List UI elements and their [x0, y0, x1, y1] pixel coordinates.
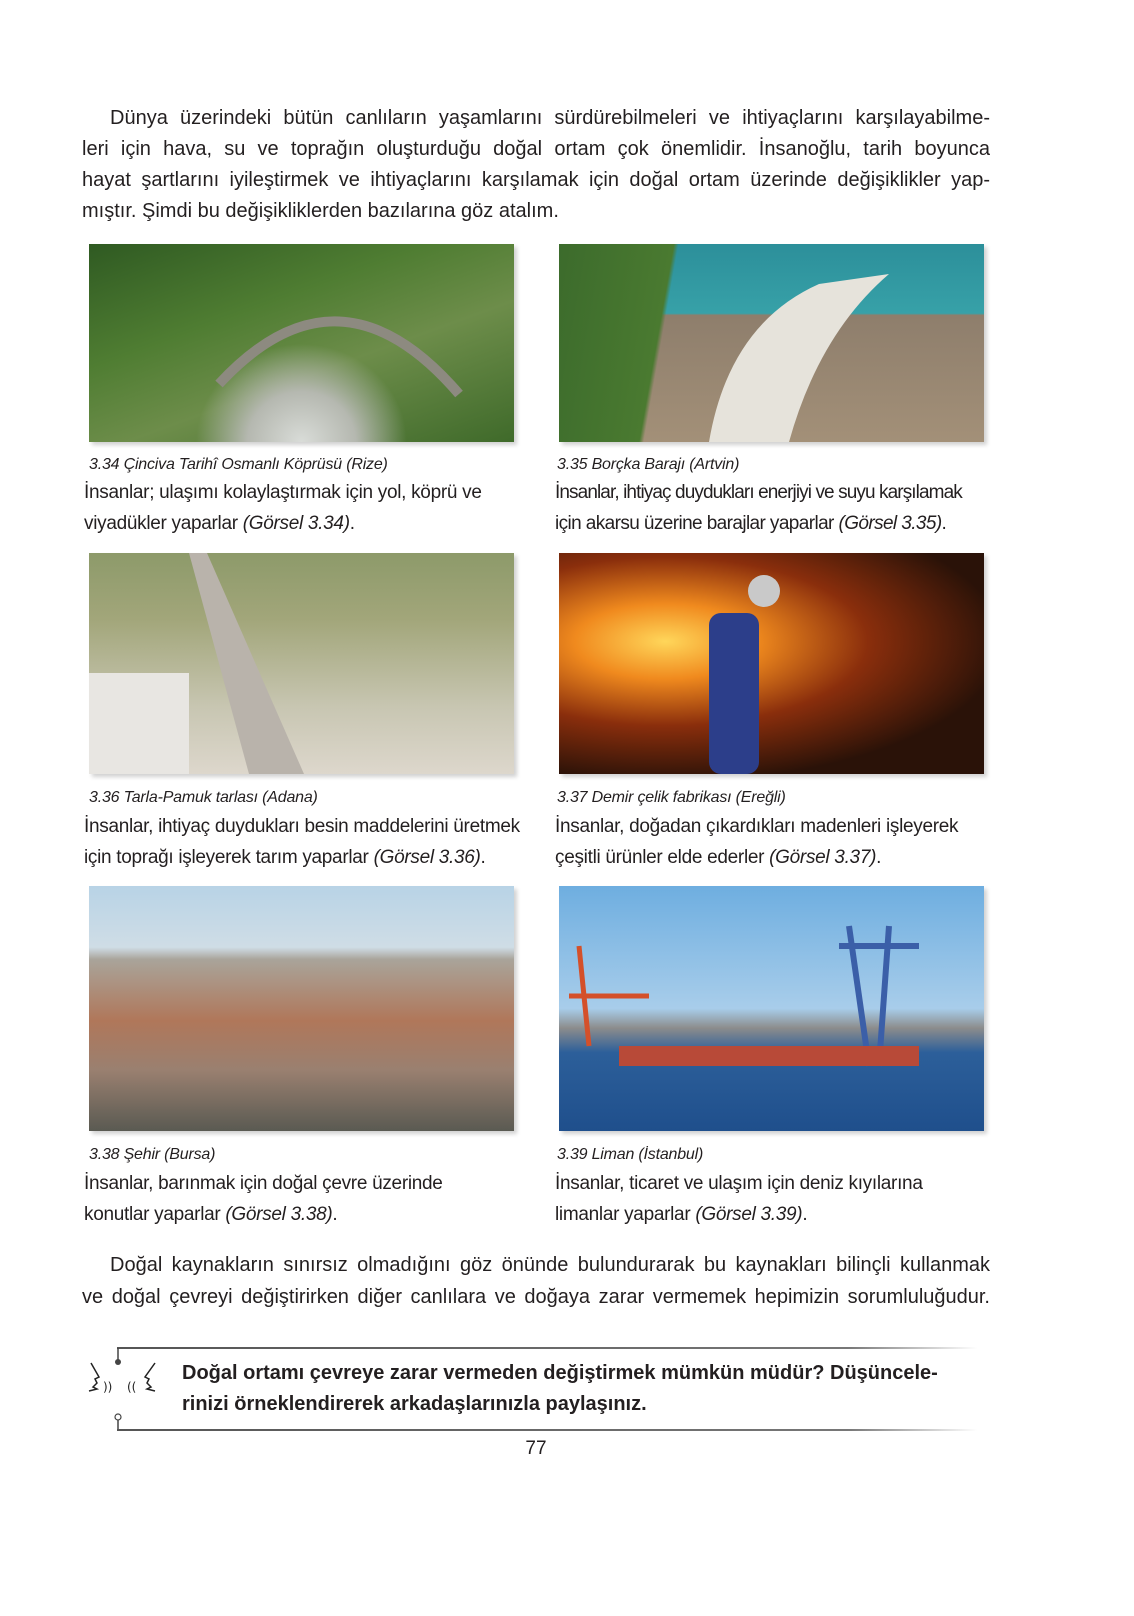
photo-city: [89, 886, 514, 1131]
photo-dam: [559, 244, 984, 442]
figure-description: İnsanlar, ihtiyaç duydukları enerjiyi ve suyu karşılamak: [555, 482, 962, 503]
photo-port: [559, 886, 984, 1131]
figure-reference: (Görsel 3.38): [225, 1204, 333, 1225]
period: .: [802, 1204, 808, 1225]
description-text: için akarsu üzerine barajlar yaparlar: [555, 513, 839, 534]
bottom-rule: [117, 1429, 977, 1431]
period: .: [349, 513, 355, 534]
bridge-arch: [89, 244, 514, 442]
photo-steel-factory: [559, 553, 984, 774]
figure-description: İnsanlar, barınmak için doğal çevre üzerinde: [84, 1173, 443, 1194]
closing-line: Doğal kaynakların sınırsız olmadığını göz önünde bulundurarak bu kaynakları bilinçli kullanmak: [110, 1254, 990, 1276]
figure-caption: 3.36 Tarla-Pamuk tarlası (Adana): [89, 789, 318, 806]
field-wall: [89, 553, 514, 774]
intro-line: Dünya üzerindeki bütün canlıların yaşamlarını sürdürebilmeleri ve ihtiyaçlarını karşılayabilme-: [110, 107, 990, 129]
description-text: konutlar yaparlar: [84, 1204, 226, 1225]
figure-description: İnsanlar, doğadan çıkardıkları madenleri işleyerek: [555, 816, 959, 837]
top-rule: [117, 1347, 977, 1349]
intro-line: leri için hava, su ve toprağın oluşturduğu doğal ortam çok önemlidir. İnsanoğlu, tarih boyunca: [82, 138, 990, 160]
figure-caption: 3.34 Çinciva Tarihî Osmanlı Köprüsü (Rize): [89, 456, 388, 473]
photo-bridge: [89, 244, 514, 442]
figure-description: [555, 512, 946, 536]
svg-text:((: ((: [127, 1380, 137, 1394]
svg-text:)): )): [103, 1380, 113, 1394]
description-text: viyadükler yaparlar: [84, 513, 243, 534]
intro-line: mıştır. Şimdi bu değişikliklerden bazılarına göz atalım.: [82, 200, 559, 222]
figure-description: İnsanlar; ulaşımı kolaylaştırmak için yol, köprü ve: [84, 482, 482, 503]
period: .: [480, 847, 486, 868]
description-text: çeşitli ürünler elde ederler: [555, 847, 770, 868]
figure-reference: (Görsel 3.36): [373, 847, 481, 868]
photo-cotton-field: [89, 553, 514, 774]
period: .: [876, 847, 882, 868]
figure-caption: 3.35 Borçka Barajı (Artvin): [557, 456, 740, 473]
port-cranes: [559, 886, 984, 1131]
page-number: 77: [525, 1438, 547, 1459]
closing-line: ve doğal çevreyi değiştirirken diğer canlılara ve doğaya zarar vermemek hepimizin sorumluluğudur.: [82, 1286, 990, 1308]
intro-line: hayat şartlarını iyileştirmek ve ihtiyaçlarını karşılamak için doğal ortam üzerinde değişiklikler yap-: [82, 169, 990, 191]
figure-reference: (Görsel 3.34): [242, 513, 350, 534]
discussion-question: Doğal ortamı çevreye zarar vermeden değiştirmek mümkün müdür? Düşüncele-: [182, 1362, 938, 1384]
figure-reference: (Görsel 3.35): [838, 513, 942, 534]
figure-caption: 3.37 Demir çelik fabrikası (Ereğli): [557, 789, 786, 806]
figure-description: İnsanlar, ticaret ve ulaşım için deniz kıyılarına: [555, 1173, 923, 1194]
description-text: için toprağı işleyerek tarım yaparlar: [84, 847, 374, 868]
figure-reference: (Görsel 3.37): [769, 847, 877, 868]
figure-reference: (Görsel 3.39): [695, 1204, 803, 1225]
figure-description: [555, 846, 881, 870]
discussion-question: rinizi örneklendirerek arkadaşlarınızla paylaşınız.: [182, 1393, 647, 1415]
worker: [559, 553, 984, 774]
period: .: [332, 1204, 338, 1225]
discussion-icon: [85, 1347, 165, 1432]
figure-description: [555, 1203, 807, 1227]
description-text: limanlar yaparlar: [555, 1204, 696, 1225]
figure-description: [84, 512, 355, 536]
dam-wall: [559, 244, 984, 442]
figure-caption: 3.39 Liman (İstanbul): [557, 1146, 704, 1163]
period: .: [941, 513, 947, 534]
figure-description: [84, 1203, 337, 1227]
figure-description: İnsanlar, ihtiyaç duydukları besin maddelerini üretmek: [84, 816, 520, 837]
figure-description: [84, 846, 486, 870]
figure-caption: 3.38 Şehir (Bursa): [89, 1146, 216, 1163]
